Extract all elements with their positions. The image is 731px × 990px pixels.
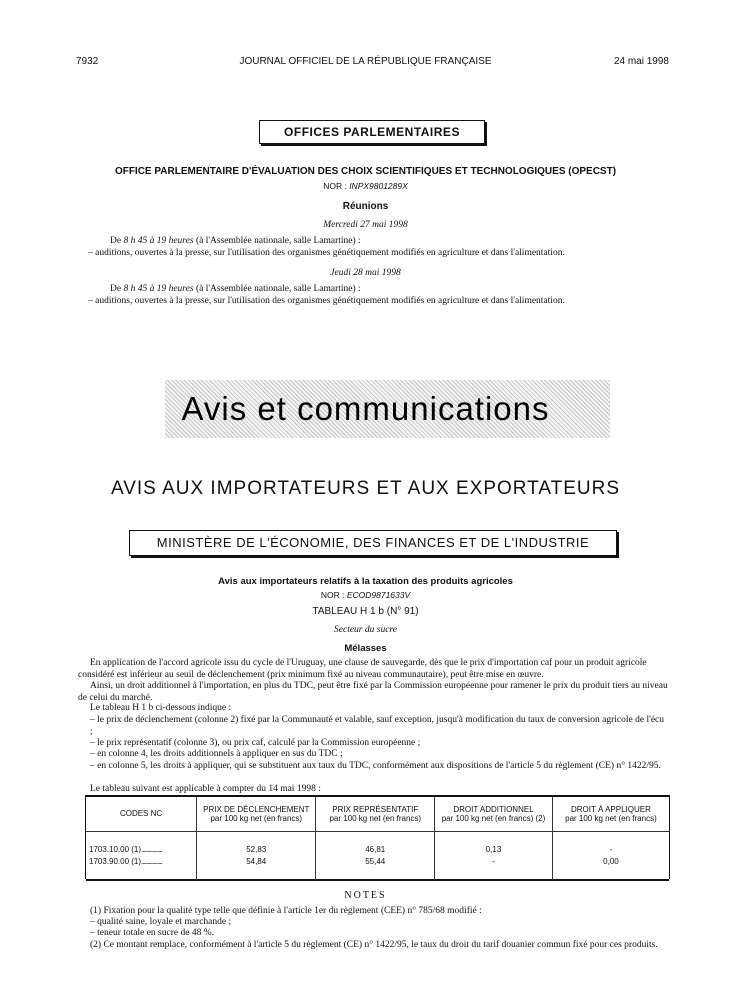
avis-main-title: AVIS AUX IMPORTATEURS ET AUX EXPORTATEURS bbox=[110, 478, 621, 499]
meeting-place: (à l'Assemblée nationale, salle Lamartine) : bbox=[195, 236, 361, 246]
notice-title: Avis aux importateurs relatifs à la taxation des produits agricoles bbox=[218, 576, 513, 587]
col-codes-nc: CODES NC bbox=[86, 797, 197, 831]
cell-value: 54,84 bbox=[197, 856, 316, 868]
cell-value: - bbox=[435, 856, 553, 868]
meeting-prefix: De bbox=[110, 236, 122, 246]
notice-nor bbox=[0, 590, 731, 600]
list-item: – en colonne 4, les droits additionnels à appliquer en sus du TDC ; bbox=[90, 749, 343, 759]
list-item: – en colonne 5, les droits à appliquer, qui se substituent aux taux du TDC, conformément aux dispositions de l'article 5 du règlement (CE) n° 1422/95. bbox=[90, 761, 661, 771]
nor-label: NOR : bbox=[323, 181, 347, 191]
ministry-box: MINISTÈRE DE L'ÉCONOMIE, DES FINANCES ET DE L'INDUSTRIE bbox=[129, 530, 617, 556]
meeting-place: (à l'Assemblée nationale, salle Lamartine) : bbox=[195, 284, 361, 294]
office-nor bbox=[0, 181, 731, 191]
reunions-heading: Réunions bbox=[342, 201, 389, 212]
banner-title: Avis et communications bbox=[181, 390, 550, 427]
meeting-line-1 bbox=[110, 236, 361, 248]
col-prix-representatif: PRIX REPRÉSENTATIF par 100 kg net (en francs) bbox=[316, 797, 435, 831]
secteur-label: Secteur du sucre bbox=[334, 625, 397, 635]
meeting-time: 8 h 45 à 19 heures bbox=[123, 284, 194, 294]
col-prix-declenchement: PRIX DE DÉCLENCHEMENT par 100 kg net (en francs) bbox=[197, 797, 316, 831]
nor-label: NOR : bbox=[320, 590, 345, 600]
note-item: (2) Ce montant remplace, conformément à l'article 5 du règlement (CE) n° 1422/95, le taux du droit du tarif douanier commun fixé pour ces produits. bbox=[90, 940, 658, 950]
table-border-right bbox=[669, 795, 670, 879]
meeting-desc-1: – auditions, ouvertes à la presse, sur l'utilisation des organismes génétiquement modifiés en agriculture et dans l'alimentation. bbox=[88, 248, 565, 258]
nor-code: ECOD9871633V bbox=[346, 590, 411, 600]
office-title: OFFICE PARLEMENTAIRE D'ÉVALUATION DES CHOIX SCIENTIFIQUES ET TECHNOLOGIQUES (OPECST) bbox=[114, 166, 617, 177]
meeting-date-1: Mercredi 27 mai 1998 bbox=[323, 220, 408, 230]
col-droit-appliquer: DROIT À APPLIQUER par 100 kg net (en francs) bbox=[565, 804, 657, 823]
col-droit-additionnel: DROIT ADDITIONNEL par 100 kg net (en francs) (2) bbox=[435, 797, 553, 831]
cell-value: 46,81 bbox=[316, 844, 435, 856]
tableau-label: TABLEAU H 1 b (N° 91) bbox=[312, 606, 419, 617]
journal-title: JOURNAL OFFICIEL DE LA RÉPUBLIQUE FRANÇAISE bbox=[239, 56, 492, 67]
paragraph-3: Le tableau H 1 b ci-dessous indique : bbox=[90, 703, 232, 713]
cell-value: 0,00 bbox=[603, 856, 619, 866]
table-spacer bbox=[86, 831, 669, 844]
cell-code: 1703.90.00 (1)................. bbox=[86, 856, 197, 868]
list-item: – le prix représentatif (colonne 3), ou prix caf, calculé par la Commission européenne ; bbox=[90, 738, 421, 748]
offices-box-title: OFFICES PARLEMENTAIRES bbox=[259, 120, 485, 144]
melasses-heading: Mélasses bbox=[344, 643, 387, 654]
list-item: – le prix de déclenchement (colonne 2) fixé par la Communauté et valable, sauf exception, jusqu'à modification du taux de conversion agricole de l'écu ; bbox=[90, 715, 665, 737]
closing-line: Le tableau suivant est applicable à compter du 14 mai 1998 : bbox=[90, 784, 321, 794]
cell-value: 52,83 bbox=[197, 844, 316, 856]
meeting-prefix: De bbox=[110, 284, 122, 294]
cell-value: 0,13 bbox=[435, 844, 553, 856]
meeting-date-2: Jeudi 28 mai 1998 bbox=[330, 268, 401, 278]
page-date: 24 mai 1998 bbox=[613, 56, 669, 67]
table-row bbox=[86, 844, 669, 856]
table-header-row bbox=[86, 797, 669, 831]
meeting-line-2 bbox=[110, 284, 361, 296]
note-item: (1) Fixation pour la qualité type telle que définie à l'article 1er du règlement (CEE) n° 785/68 modifié : bbox=[90, 906, 482, 916]
note-item: – teneur totale en sucre de 48 %. bbox=[90, 928, 214, 938]
meeting-time: 8 h 45 à 19 heures bbox=[123, 236, 194, 246]
meeting-desc-2: – auditions, ouvertes à la presse, sur l'utilisation des organismes génétiquement modifiés en agriculture et dans l'alimentation. bbox=[88, 296, 565, 306]
nor-code: INPX9801289X bbox=[349, 181, 408, 191]
tariff-table bbox=[86, 797, 669, 880]
cell-value: 55,44 bbox=[316, 856, 435, 868]
cell-code: 1703.10.00 (1)................. bbox=[86, 844, 197, 856]
cell-value: - bbox=[609, 844, 613, 854]
table-row bbox=[86, 856, 669, 868]
table-spacer bbox=[86, 868, 669, 880]
page-number: 7932 bbox=[76, 56, 99, 67]
notes-heading: NOTES bbox=[344, 890, 387, 901]
paragraph-1: En application de l'accord agricole issu du cycle de l'Uruguay, une clause de sauvegarde, dès que le prix d'importation caf pour un produit agricole considéré est inférieur au seuil de déclenchement (prix minimum fixé au niveau communautaire), peut être mise en œuvre. bbox=[78, 658, 647, 680]
paragraph-2: Ainsi, un droit additionnel à l'importation, en plus du TDC, peut être fixé par la Commission européenne pour ramener le prix du produit tiers au niveau de celui du marché. bbox=[78, 681, 668, 703]
note-item: – qualité saine, loyale et marchande ; bbox=[90, 917, 232, 927]
